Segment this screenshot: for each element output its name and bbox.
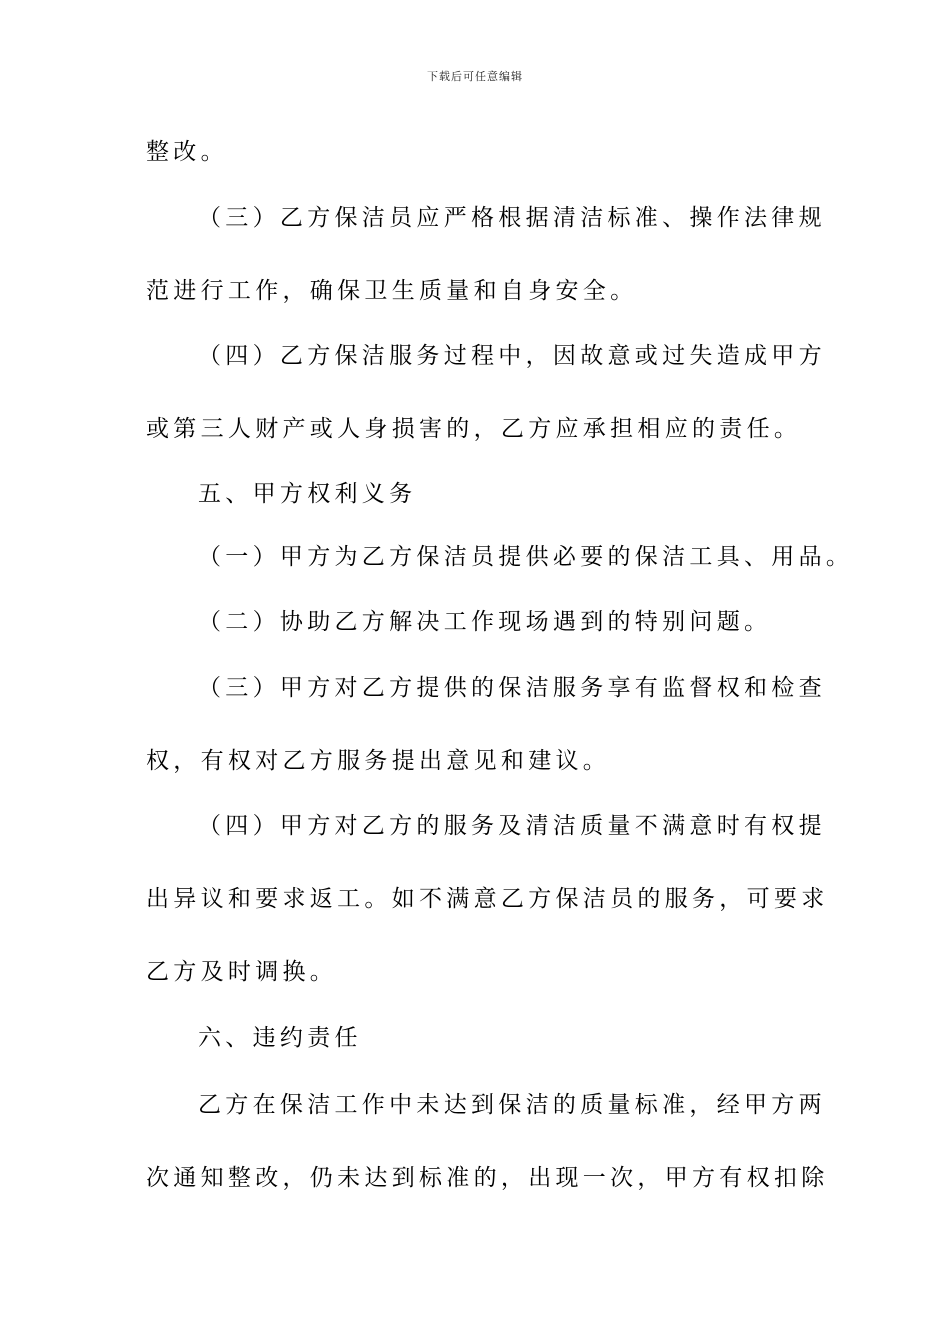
body-line: （三）甲方对乙方提供的保洁服务享有监督权和检查 bbox=[198, 675, 826, 701]
body-line: 整改。 bbox=[146, 139, 228, 165]
body-line: 权，有权对乙方服务提出意见和建议。 bbox=[146, 748, 611, 774]
page-header: 下载后可任意编辑 bbox=[427, 70, 523, 83]
section-heading: 五、甲方权利义务 bbox=[198, 481, 417, 507]
body-line: （二）协助乙方解决工作现场遇到的特别问题。 bbox=[198, 609, 772, 635]
body-line: 乙方及时调换。 bbox=[146, 959, 338, 985]
body-line: （一）甲方为乙方保洁员提供必要的保洁工具、用品。 bbox=[198, 544, 854, 570]
body-line: 乙方在保洁工作中未达到保洁的质量标准，经甲方两 bbox=[198, 1092, 826, 1118]
body-line: （四）甲方对乙方的服务及清洁质量不满意时有权提 bbox=[198, 813, 826, 839]
section-heading: 六、违约责任 bbox=[198, 1025, 362, 1051]
body-line: 范进行工作，确保卫生质量和自身安全。 bbox=[146, 278, 638, 304]
body-line: 或第三人财产或人身损害的，乙方应承担相应的责任。 bbox=[146, 416, 802, 442]
body-line: （四）乙方保洁服务过程中，因故意或过失造成甲方 bbox=[198, 343, 826, 369]
body-line: 次通知整改，仍未达到标准的，出现一次，甲方有权扣除 bbox=[146, 1165, 829, 1191]
body-line: （三）乙方保洁员应严格根据清洁标准、操作法律规 bbox=[198, 205, 826, 231]
body-line: 出异议和要求返工。如不满意乙方保洁员的服务，可要求 bbox=[146, 886, 829, 912]
